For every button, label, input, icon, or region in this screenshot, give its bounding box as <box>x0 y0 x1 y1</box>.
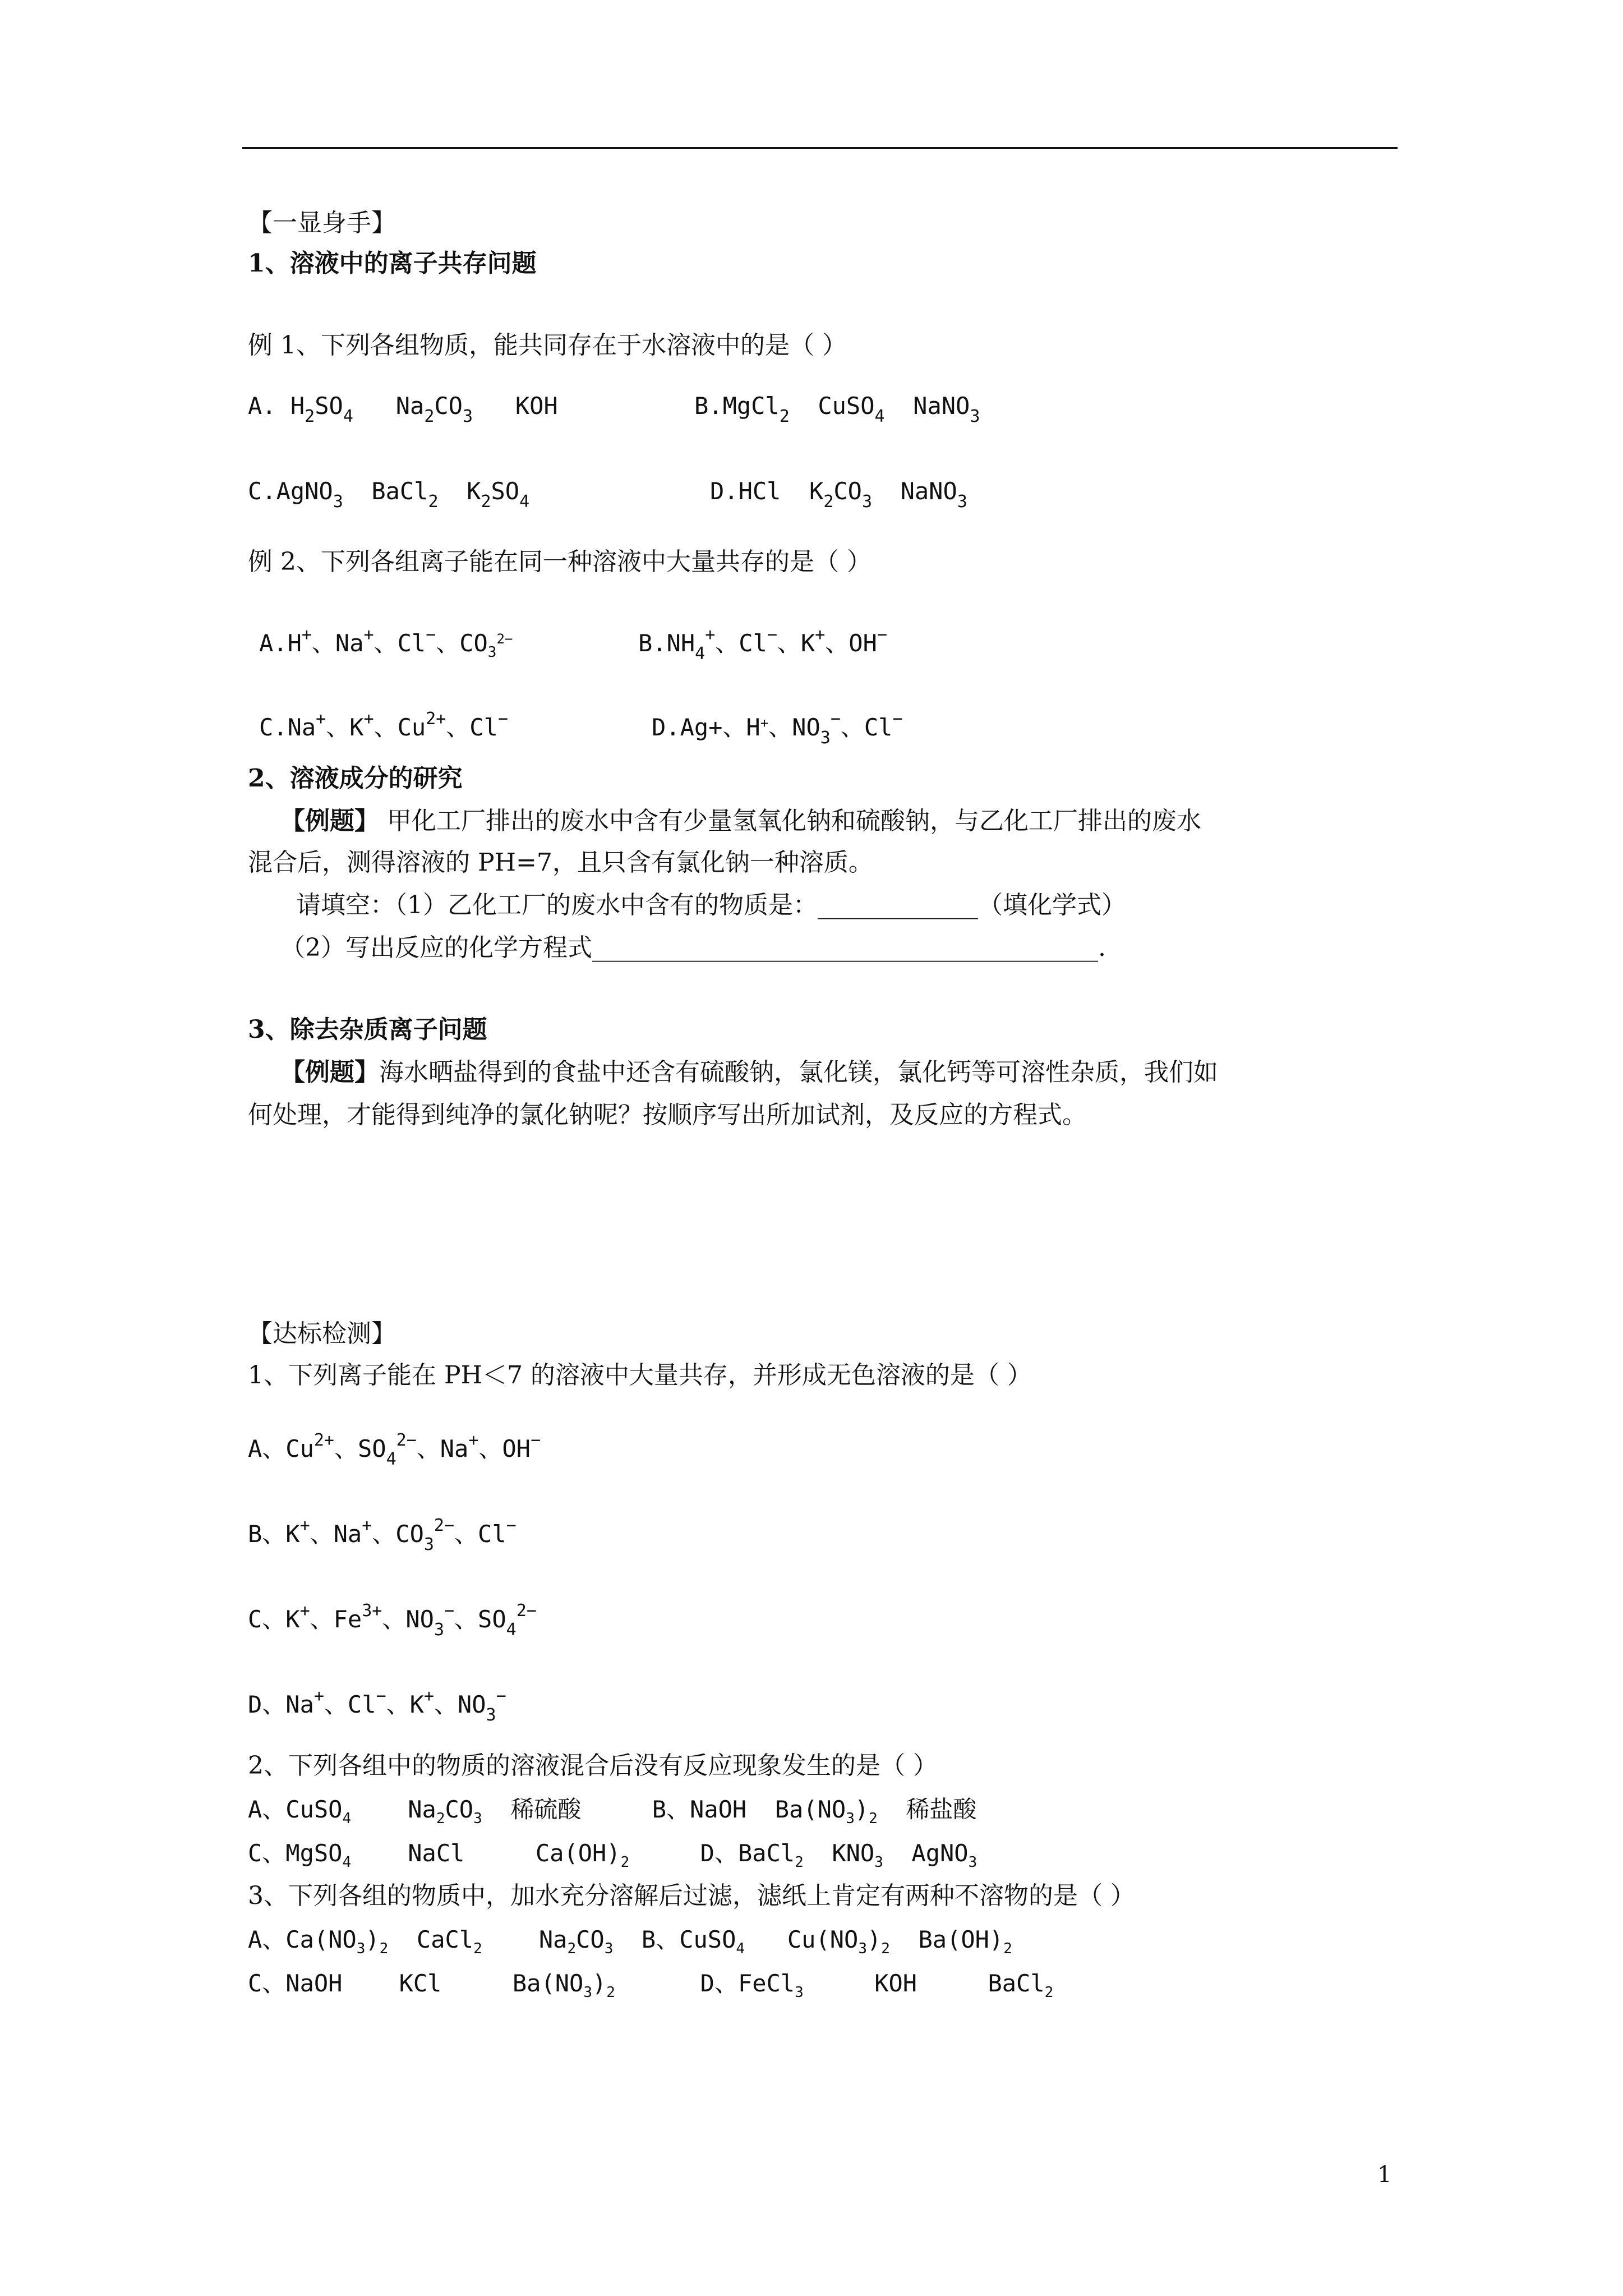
q2-options-row1: A、CuSO$_4$ $Na_2CO_3$ 稀硫酸 B、NaOH $Ba(NO_3)_2$ 稀盐酸 <box>248 1796 977 1827</box>
section2-paragraph-line2: 混合后，测得溶液的 PH=7，且只含有氯化钠一种溶质。 <box>248 848 873 877</box>
ex2-option-b: $B.NH_4^+$、Cl−、K+、OH− <box>638 625 887 664</box>
section1-heading: 1、溶液中的离子共存问题 <box>248 249 537 278</box>
section2-question1: 请填空：（1）乙化工厂的废水中含有的物质是：_____________（填化学式） <box>296 891 1126 919</box>
section2-paragraph-line1: 【例题】 甲化工厂排出的废水中含有少量氢氧化钠和硫酸钠，与乙化工厂排出的废水 <box>280 807 1201 835</box>
q2-options-row2: C、MgSO$_4$ NaCl $Ca(OH)_2$ D、BaCl$_2$ $KNO_3$ AgNO$_3$ <box>248 1839 978 1871</box>
section2-question2: （2）写出反应的化学方程式_________________________________________. <box>280 933 1106 962</box>
ex1-option-a: A. $H_2SO_4$ $Na_2CO_3$ KOH <box>248 392 558 426</box>
ex2-stem: 例 2、下列各组离子能在同一种溶液中大量共存的是（ ） <box>248 547 872 576</box>
q3-options-row1: A、$Ca(NO_3)_2$ CaCl$_2$ $Na_2CO_3$ B、CuSO$_4$ $Cu(NO_3)_2$ $Ba(OH)_2$ <box>248 1926 1012 1957</box>
q3-options-row2: C、NaOH KCl $Ba(NO_3)_2$ D、FeCl$_3$ KOH BaCl$_2$ <box>248 1970 1054 2001</box>
ex2-option-c: C.Na+、K+、$Cu^{2+}$、Cl− <box>259 709 508 741</box>
q3-stem: 3、下列各组的物质中，加水充分溶解后过滤，滤纸上肯定有两种不溶物的是（ ） <box>248 1881 1135 1910</box>
q1-option-d: D、Na+、Cl−、K+、$NO_3^-$ <box>248 1686 506 1725</box>
test-heading: 【达标检测】 <box>248 1319 396 1348</box>
q1-option-a: A、$Cu^{2+}$、$SO_4^{2-}$、Na+、OH− <box>248 1430 541 1469</box>
ex1-option-c: C.AgNO$_3$ BaCl$_2$ $K_2SO_4$ <box>248 477 530 512</box>
q1-option-b: B、K+、Na+、$CO_3^{2-}$、Cl− <box>248 1516 517 1554</box>
q2-stem: 2、下列各组中的物质的溶液混合后没有反应现象发生的是（ ） <box>248 1751 938 1780</box>
ex2-option-a: A.H+、Na+、Cl−、$CO_3^{2-}$ <box>259 625 513 661</box>
ex2-option-d: D.Ag+、H+、$NO_3^-$、Cl− <box>652 709 903 748</box>
q1-stem: 1、下列离子能在 PH＜7 的溶液中大量共存，并形成无色溶液的是（ ） <box>248 1361 1032 1389</box>
warmup-heading: 【一显身手】 <box>248 209 396 237</box>
section3-heading: 3、除去杂质离子问题 <box>248 1015 487 1044</box>
section3-paragraph-line2: 何处理，才能得到纯净的氯化钠呢？按顺序写出所加试剂，及反应的方程式。 <box>248 1101 1087 1129</box>
section2-heading: 2、溶液成分的研究 <box>248 764 463 793</box>
ex1-option-d: D.HCl $K_2CO_3$ NaNO$_3$ <box>710 477 967 512</box>
ex1-option-b: B.MgCl$_2$ CuSO$_4$ NaNO$_3$ <box>694 392 980 426</box>
section3-paragraph-line1: 【例题】海水晒盐得到的食盐中还含有硫酸钠，氯化镁，氯化钙等可溶性杂质，我们如 <box>280 1058 1218 1087</box>
ex1-stem: 例 1、下列各组物质，能共同存在于水溶液中的是（ ） <box>248 331 847 360</box>
header-rule <box>242 147 1398 149</box>
page-number: 1 <box>1377 2162 1392 2188</box>
q1-option-c: C、K+、$Fe^{3+}$、$NO_3^-$、$SO_4^{2-}$ <box>248 1601 537 1640</box>
